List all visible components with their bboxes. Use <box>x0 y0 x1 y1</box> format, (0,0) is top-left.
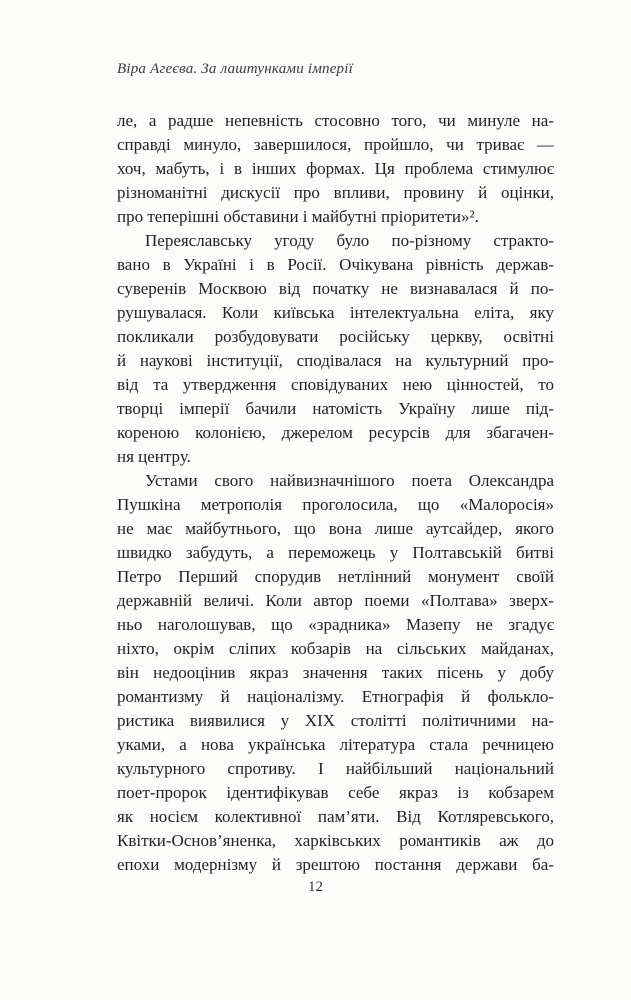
text-line: Пушкіна метрополія проголосила, що «Малоросія» <box>117 495 554 514</box>
text-line: ньо наголошував, що «зрадника» Мазепу не згадує <box>117 615 554 634</box>
text-line: Петро Перший спорудив нетлінний монумент своїй <box>117 567 554 586</box>
running-head: Віра Агеєва. За лаштунками імперії <box>117 61 353 77</box>
text-line: рушувалася. Коли київська інтелектуальна еліта, яку <box>117 303 554 322</box>
body-text <box>117 109 554 877</box>
text-line: про теперішні обставини і майбутні пріоритети»². <box>117 207 479 226</box>
text-line: державній величі. Коли автор поеми «Полтава» зверх- <box>117 591 554 610</box>
page-number: 12 <box>308 879 323 895</box>
text-line: епохи модернізму й зрештою постання держави ба- <box>117 855 554 874</box>
text-line: не має майбутнього, що вона лише аутсайдер, якого <box>117 519 554 538</box>
text-line: вано в Україні і в Росії. Очікувана рівність держав- <box>117 255 554 274</box>
text-line: ле, а радше непевність стосовно того, чи минуле на- <box>117 111 554 130</box>
text-line: суверенів Москвою від початку не визнавалася й по- <box>117 279 554 298</box>
text-line: Переяславську угоду було по-різному стракто- <box>145 231 554 250</box>
text-line: ніхто, окрім сліпих кобзарів на сільських майданах, <box>117 639 554 658</box>
text-line: хоч, мабуть, і в інших формах. Ця проблема стимулює <box>117 159 554 178</box>
text-line: від та утвердження сповідуваних нею цінностей, то <box>117 375 554 394</box>
paragraph <box>117 229 554 469</box>
text-line: як носієм колективної пам’яти. Від Котляревського, <box>117 807 554 826</box>
text-line: покликали розбудовувати російську церкву, освітні <box>117 327 554 346</box>
text-line: справді минуло, завершилося, пройшло, чи триває — <box>117 135 554 154</box>
text-line: швидко забудуть, а переможець у Полтавській битві <box>117 543 554 562</box>
text-line: ня центру. <box>117 447 191 466</box>
text-line: він недооцінив якраз значення таких пісень у добу <box>117 663 554 682</box>
text-line: кореною колонією, джерелом ресурсів для збагачен- <box>117 423 554 442</box>
text-line: романтизму й націоналізму. Етнографія й фолькло- <box>117 687 554 706</box>
paragraph <box>117 469 554 877</box>
text-line: різноманітні дискусії про впливи, провину й оцінки, <box>117 183 554 202</box>
text-line: ристика виявилися у XIX столітті політичними на- <box>117 711 554 730</box>
text-line: поет-пророк ідентифікував себе якраз із кобзарем <box>117 783 554 802</box>
text-line: Квітки-Основ’яненка, харківських романтиків аж до <box>117 831 554 850</box>
text-line: уками, а нова українська література стала речницею <box>117 735 554 754</box>
text-line: Устами свого найвизначнішого поета Олександра <box>145 471 554 490</box>
paragraph <box>117 109 554 229</box>
text-line: й наукові інституції, сподівалася на культурний про- <box>117 351 554 370</box>
text-line: творці імперії бачили натомість Україну лише під- <box>117 399 554 418</box>
text-line: культурного спротиву. І найбільший національний <box>117 759 554 778</box>
